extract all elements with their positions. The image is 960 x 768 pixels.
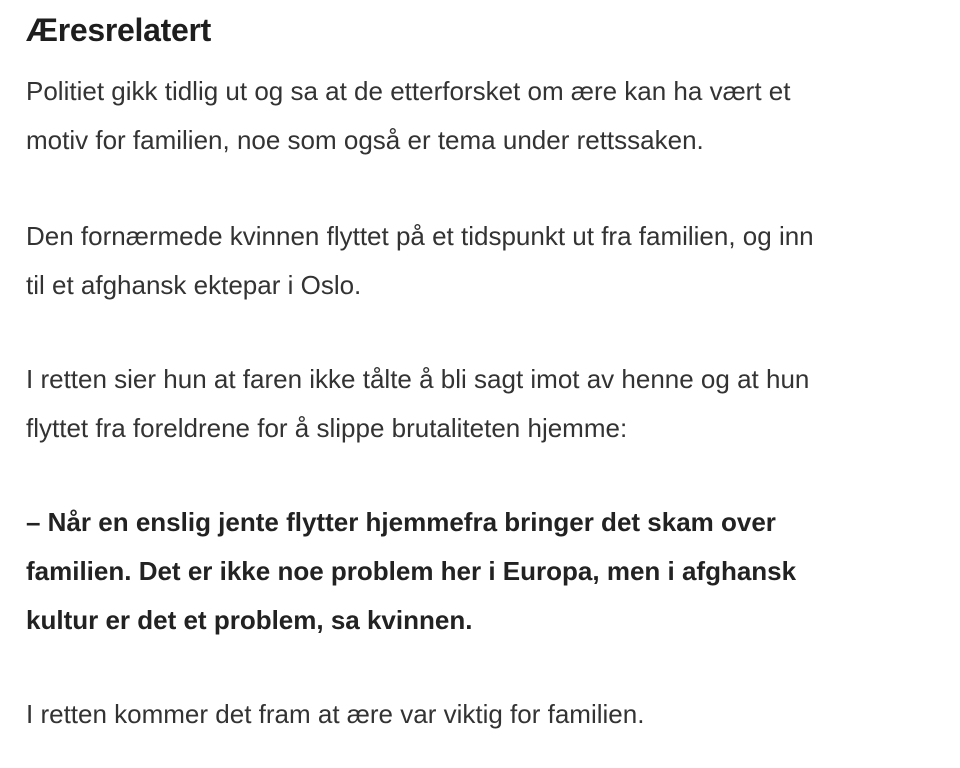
section-heading: Æresrelatert xyxy=(26,12,211,48)
paragraph-line: motiv for familien, noe som også er tema under rettssaken. xyxy=(26,125,704,155)
quote-line: – Når en enslig jente flytter hjemmefra bringer det skam over xyxy=(26,507,776,537)
paragraph-quote xyxy=(26,498,796,645)
quote-line: familien. Det er ikke noe problem her i Europa, men i afghansk xyxy=(26,556,797,586)
paragraph-line: I retten kommer det fram at ære var viktig for familien. xyxy=(26,699,645,729)
paragraph-testimony xyxy=(26,355,809,453)
paragraph-line: I retten sier hun at faren ikke tålte å bli sagt imot av henne og at hun xyxy=(26,364,810,394)
paragraph-line: til et afghansk ektepar i Oslo. xyxy=(26,270,362,300)
paragraph-line: Politiet gikk tidlig ut og sa at de etterforsket om ære kan ha vært et xyxy=(26,76,791,106)
paragraph-police-statement xyxy=(26,67,790,165)
paragraph-line: Den fornærmede kvinnen flyttet på et tidspunkt ut fra familien, og inn xyxy=(26,221,814,251)
paragraph-line: flyttet fra foreldrene for å slippe brutaliteten hjemme: xyxy=(26,413,628,443)
paragraph-moved-out xyxy=(26,212,814,310)
paragraph-honor-important xyxy=(26,690,644,739)
quote-line: kultur er det et problem, sa kvinnen. xyxy=(26,605,473,635)
